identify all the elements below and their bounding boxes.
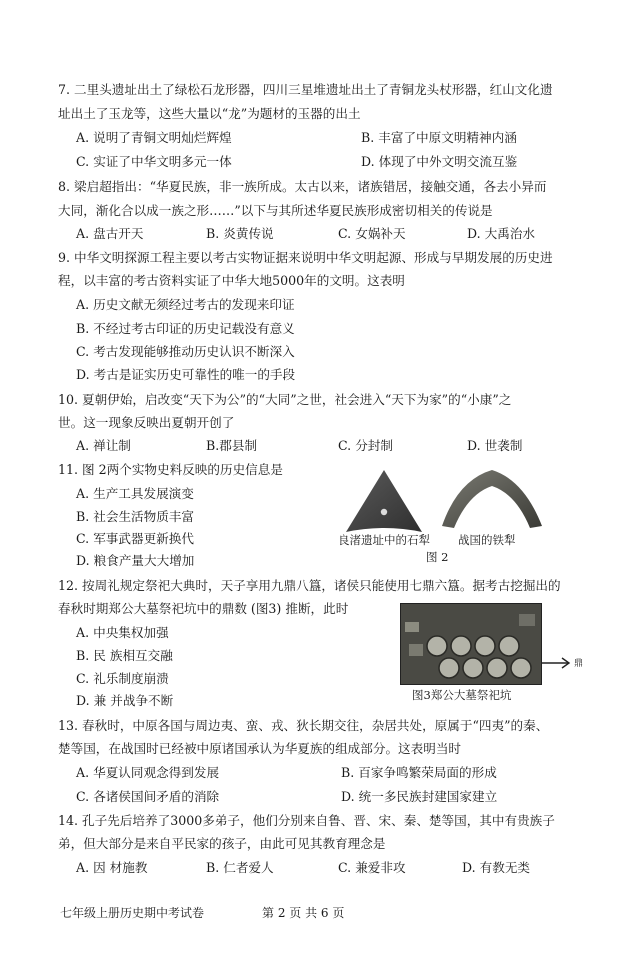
q10-option-d: D. 世袭制 — [467, 438, 523, 453]
q12-stem-line1: 12. 按周礼规定祭祀大典时，天子享用九鼎八簋，诸侯只能使用七鼎六簋。据考古挖掘出的 — [58, 578, 561, 593]
q9-option-c: C. 考古发现能够推动历史认识不断深入 — [76, 344, 295, 359]
q9-option-a: A. 历史文献无须经过考古的发现来印证 — [76, 297, 295, 312]
q11-option-b: B. 社会生活物质丰富 — [76, 509, 195, 524]
figure-3-caption: 图3郑公大墓祭祀坑 — [412, 688, 512, 702]
q10-stem-line1: 10. 夏朝伊始，启改变“天下为公”的“大同”之世，社会进入“天下为家”的“小康”之 — [58, 392, 512, 407]
caption-iron-plough: 战国的铁犁 — [458, 533, 516, 547]
q14-stem-line2: 弟，但大部分是来自平民家的孩子，由此可见其教育理念是 — [58, 836, 386, 851]
q13-option-b: B. 百家争鸣繁荣局面的形成 — [341, 765, 497, 780]
q12-option-c: C. 礼乐制度崩溃 — [76, 671, 169, 686]
q14-stem-line1: 14. 孔子先后培养了3000多弟子，他们分别来自鲁、晋、宋、秦、楚等国，其中有贵族子 — [58, 813, 555, 828]
figure-2-label: 图 2 — [426, 550, 449, 564]
q10-stem-line2: 世。这一现象反映出夏朝开创了 — [58, 415, 235, 430]
footer-page-number: 第 2 页 共 6 页 — [262, 906, 345, 920]
q12-option-a: A. 中央集权加强 — [76, 625, 169, 640]
figure-2-photos — [338, 462, 546, 542]
q11-stem-line1: 11. 图 2两个实物史料反映的历史信息是 — [58, 462, 283, 477]
stone-plough-image — [346, 470, 422, 532]
q8-stem-line1: 8. 梁启超指出：“华夏民族，非一族所成。太古以来，诸族错居，接触交通，各去小异而 — [58, 179, 547, 194]
q13-option-c: C. 各诸侯国间矛盾的消除 — [76, 789, 220, 804]
q12-option-d: D. 兼 并战争不断 — [76, 693, 174, 708]
q14-option-a: A. 因 材施教 — [76, 860, 148, 875]
q10-option-c: C. 分封制 — [338, 438, 393, 453]
iron-plough-image — [442, 470, 542, 528]
q12-option-b: B. 民 族相互交融 — [76, 648, 173, 663]
sacrificial-pit-image — [401, 604, 541, 684]
q9-option-d: D. 考古是证实历史可靠性的唯一的手段 — [76, 367, 296, 382]
q8-option-b: B. 炎黄传说 — [206, 226, 274, 241]
q8-option-d: D. 大禹治水 — [467, 226, 536, 241]
q13-option-a: A. 华夏认同观念得到发展 — [76, 765, 220, 780]
q14-option-b: B. 仁者爱人 — [206, 860, 274, 875]
q9-option-b: B. 不经过考古印证的历史记载没有意义 — [76, 321, 295, 336]
q13-option-d: D. 统一多民族封建国家建立 — [341, 789, 498, 804]
q8-option-a: A. 盘古开天 — [76, 226, 144, 241]
q12-stem-line2: 春秋时期郑公大墓祭祀坑中的鼎数 (图3) 推断，此时 — [58, 601, 349, 616]
q7-option-b: B. 丰富了中原文明精神内涵 — [361, 130, 517, 145]
arrow-label: 鼎 — [574, 659, 584, 669]
figure-3-photo — [400, 603, 542, 685]
footer-exam-title: 七年级上册历史期中考试卷 — [60, 906, 205, 920]
q8-option-c: C. 女娲补天 — [338, 226, 406, 241]
q7-option-d: D. 体现了中外文明交流互鉴 — [361, 154, 518, 169]
q11-option-d: D. 粮食产量大大增加 — [76, 553, 195, 568]
q14-option-d: D. 有教无类 — [462, 860, 531, 875]
q7-stem-line2: 址出土了玉龙等，这些大量以“龙”为题材的玉器的出土 — [58, 106, 361, 121]
q8-stem-line2: 大同，渐化合以成一族之形……”以下与其所述华夏民族形成密切相关的传说是 — [58, 203, 493, 218]
q14-option-c: C. 兼爱非攻 — [338, 860, 406, 875]
q11-option-a: A. 生产工具发展演变 — [76, 486, 194, 501]
q7-option-c: C. 实证了中华文明多元一体 — [76, 154, 232, 169]
plough-images — [338, 462, 546, 542]
q13-stem-line2: 楚等国，在战国时已经被中原诸国承认为华夏族的组成部分。这表明当时 — [58, 741, 461, 756]
q7-option-a: A. 说明了青铜文明灿烂辉煌 — [76, 130, 232, 145]
q10-option-b: B.郡县制 — [206, 438, 258, 453]
caption-stone-plough: 良渚遗址中的石犁 — [338, 533, 430, 547]
q7-stem-line1: 7. 二里头遗址出土了绿松石龙形器，四川三星堆遗址出土了青铜龙头杖形器，红山文化遗 — [58, 82, 553, 97]
q10-option-a: A. 禅让制 — [76, 438, 131, 453]
q13-stem-line1: 13. 春秋时，中原各国与周边夷、蛮、戎、狄长期交往，杂居共处，原属于“四夷”的秦、 — [58, 718, 549, 733]
q11-option-c: C. 军事武器更新换代 — [76, 531, 194, 546]
q9-stem-line2: 程，以丰富的考古资料实证了中华大地5000年的文明。这表明 — [58, 273, 405, 288]
q9-stem-line1: 9. 中华文明探源工程主要以考古实物证据来说明中华文明起源、形成与早期发展的历史进 — [58, 250, 553, 265]
